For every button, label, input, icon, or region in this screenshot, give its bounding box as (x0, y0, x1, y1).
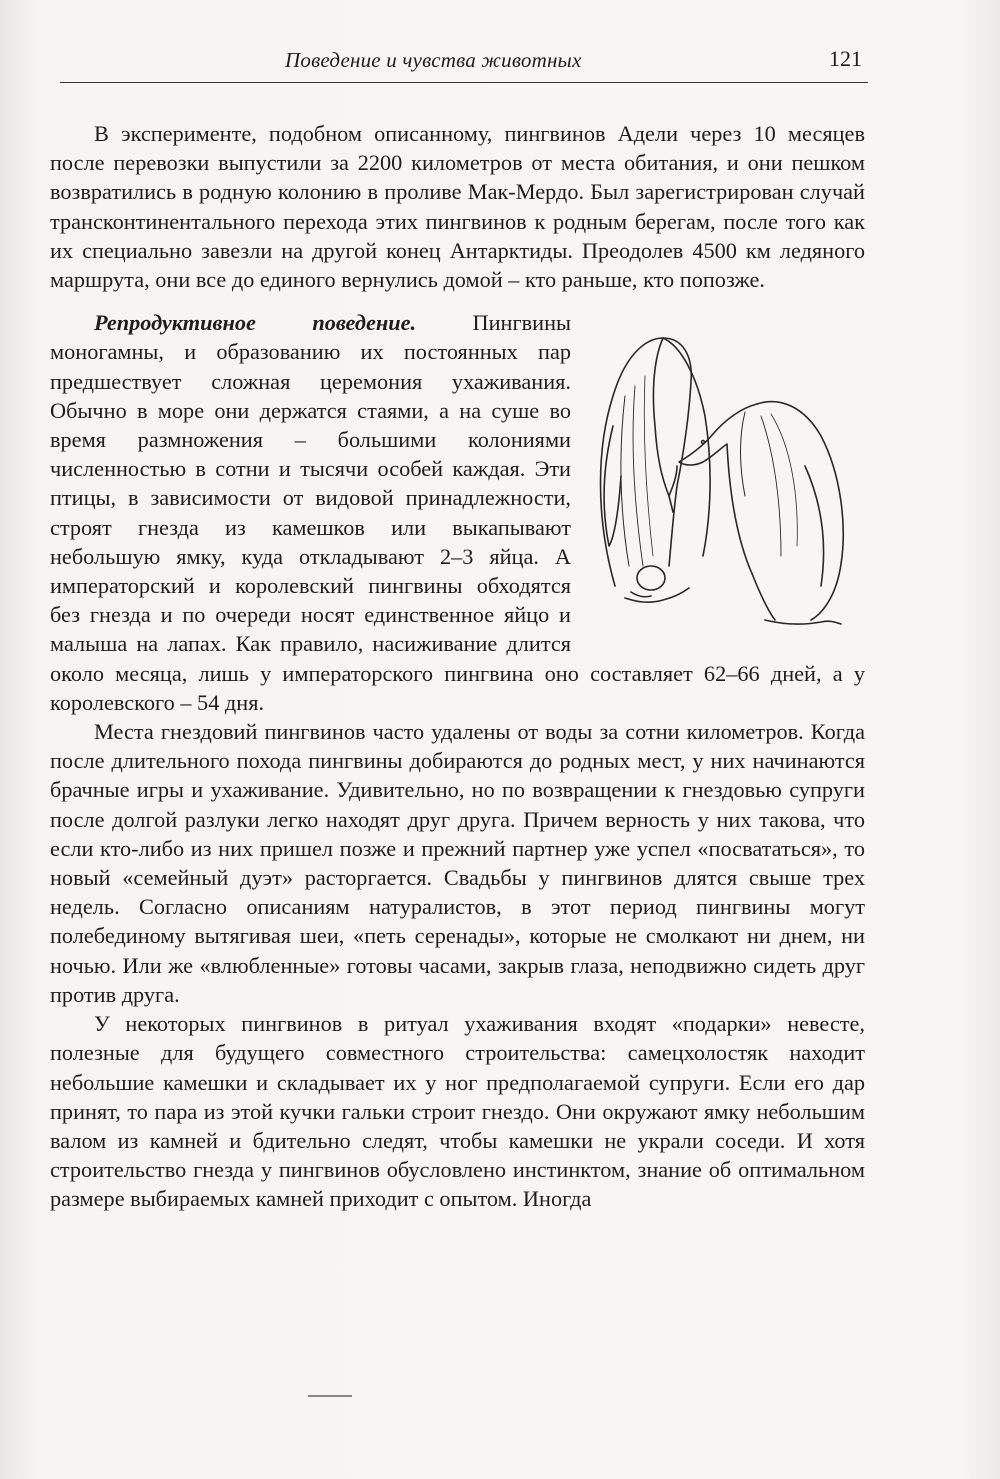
footer-mark (308, 1395, 352, 1397)
section-heading: Репродуктивное поведение. (94, 310, 417, 336)
paragraph-4: У некоторых пингвинов в ритуал ухаживания входят «подарки» невесте, полезные для будущего совместного строительства: самецхолостяк находит небольшие камешки и складывает их у ног предполагаемой супруги. Если его дар принят, то пара из этой кучки гальки строит гнездо. Они окружают ямку небольшим валом из камней и бдительно следят, чтобы камешки не украли соседи. И хотя строительство гнезда у пингвинов обусловлено инстинктом, знание об оптимальном размере выбираемых камней приходит с опытом. Иногда (50, 1011, 865, 1212)
running-title: Поведение и чувства животных (285, 48, 582, 72)
page-number: 121 (829, 46, 862, 71)
paragraph-2 (50, 308, 865, 717)
paragraph-1: В эксперименте, подобном описанному, пингвинов Адели через 10 месяцев после перевозки выпустили за 2200 километров от места обитания, и они пешком возвратились в родную колонию в проливе Мак-Мердо. Был зарегистрирован случай трансконтинентального перехода этих пингвинов к родным берегам, после того как их специально завезли на другой конец Антарктиды. Преодолев 4500 км ледяного маршрута, они все до единого вернулись домой – кто раньше, кто попозже. (50, 121, 865, 293)
paragraph-3: Места гнездовий пингвинов часто удалены от воды за сотни километров. Когда после длительного похода пингвины добираются до родных мест, у них начинаются брачные игры и ухаживание. Удивительно, но по возвращении к гнездовью супруги после долгой разлуки легко находят друг друга. Причем верность у них такова, что если кто-либо из них пришел позже и прежний партнер уже успел «посвататься», то новый «семейный дуэт» расторгается. Свадьбы у пингвинов длятся свыше трех недель. Согласно описаниям натуралистов, в этот период пингвины могут полебединому вытягивая шеи, «петь серенады», которые не смолкают ни днем, ни ночью. Или же «влюбленные» готовы часами, закрыв глаза, неподвижно сидеть друг против друга. (50, 719, 865, 1007)
penguin-illustration (585, 316, 873, 634)
penguin-pair-icon (585, 316, 873, 634)
page-header (60, 42, 868, 83)
paragraph-2-text: Пингвины моногамны, и образованию их постоянных пар предшествует сложная церемония ухаживания. Обычно в море они держатся стаями, а на суше во время размножения – большими колониями численностью в сотни и тысячи особей каждая. Эти птицы, в зависимости от видовой принадлежности, строят гнезда из камешков или выкапывают небольшую ямку, куда откладывают 2–3 яйца. А императорский и королевский пингвины обходятся без гнезда и по очереди носят единственное яйцо и малыша на лапах. Как правило, насиживание длится около месяца, лишь у императорского пингвина оно составляет 62–66 дней, а у королевского – 54 дня. (50, 310, 865, 715)
body-text (50, 119, 865, 1214)
